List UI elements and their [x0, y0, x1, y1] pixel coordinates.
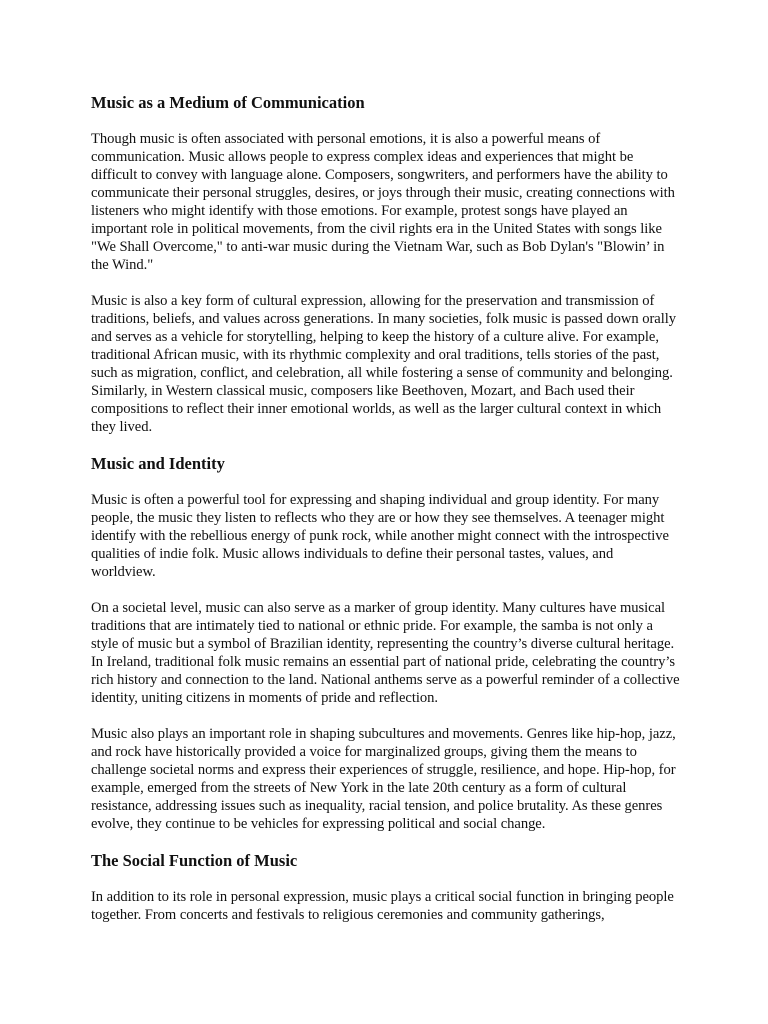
paragraph: In addition to its role in personal expression, music plays a critical social function in bringing people together. From concerts and festivals to religious ceremonies and community gatherings, [91, 889, 674, 923]
paragraph: On a societal level, music can also serve as a marker of group identity. Many cultures have musical traditions that are intimately tied to national or ethnic pride. For example, the samba is not only a style of music but a symbol of Brazilian identity, representing the country’s diverse cultural heritage. In Ireland, traditional folk music remains an essential part of national pride, celebrating the country’s rich history and connection to the land. National anthems serve as a powerful reminder of a collective identity, uniting citizens in moments of pride and reflection. [91, 600, 680, 706]
paragraph: Though music is often associated with personal emotions, it is also a powerful means of communication. Music allows people to express complex ideas and experiences that might be difficult to convey with language alone. Composers, songwriters, and performers have the ability to communicate their personal struggles, desires, or joys through their music, creating connections with listeners who might identify with those emotions. For example, protest songs have played an important role in political movements, from the civil rights era in the United States with songs like "We Shall Overcome," to anti-war music during the Vietnam War, such as Bob Dylan's "Blowin’ in the Wind." [91, 131, 675, 273]
paragraph: Music is also a key form of cultural expression, allowing for the preservation and transmission of traditions, beliefs, and values across generations. In many societies, folk music is passed down orally and serves as a vehicle for storytelling, helping to keep the history of a culture alive. For example, traditional African music, with its rhythmic complexity and oral traditions, tells stories of the past, such as migration, conflict, and celebration, all while fostering a sense of community and belonging. Similarly, in Western classical music, composers like Beethoven, Mozart, and Bach used their compositions to reflect their inner emotional worlds, as well as the larger cultural context in which they lived. [91, 293, 676, 435]
section-heading-social-function: The Social Function of Music [91, 851, 298, 870]
paragraph: Music also plays an important role in shaping subcultures and movements. Genres like hip-hop, jazz, and rock have historically provided a voice for marginalized groups, giving them the means to challenge societal norms and express their experiences of struggle, resilience, and hope. Hip-hop, for example, emerged from the streets of New York in the late 20th century as a form of cultural resistance, addressing issues such as inequality, racial tension, and police brutality. As these genres evolve, they continue to be vehicles for expressing political and social change. [91, 726, 676, 832]
section-heading-identity: Music and Identity [91, 454, 225, 473]
paragraph: Music is often a powerful tool for expressing and shaping individual and group identity. For many people, the music they listen to reflects who they are or how they see themselves. A teenager might identify with the rebellious energy of punk rock, while another might connect with the introspective qualities of indie folk. Music allows individuals to define their personal tastes, values, and worldview. [91, 492, 669, 580]
section-heading-communication: Music as a Medium of Communication [91, 93, 365, 112]
document-page [91, 93, 681, 942]
